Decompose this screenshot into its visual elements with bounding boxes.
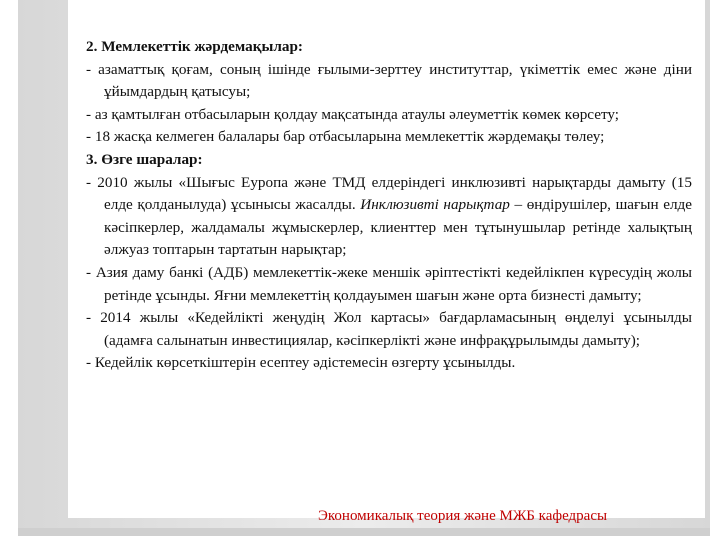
list-item: - Азия даму банкі (АДБ) мемлекеттік-жеке меншік әріптестікті кедейлікпен күресудің жолы ретінде ұсынды. Яғни мемлекеттің қолдауымен шағын және орта бизнесті дамыту; [86,263,692,304]
list-item-text: – өндірушілер, шағын елде кәсіпкерлер, жалдамалы жұмыскерлер, клиенттер мен тұтынушылар ретінде халықтың әлжуаз топтарын тартатын нарықтар; [104,196,692,259]
list-item: - аз қамтылған отбасыларын қолдау мақсатында атаулы әлеуметтік көмек көрсету; [86,105,620,123]
list-item: - 2014 жылы «Кедейлікті жеңудің Жол картасы» бағдарламасының өңделуі ұсынылды (адамға салынатын инвестициялар, кәсіпкерлікті және инфрақұрылымды дамыту); [86,309,692,349]
list-item-text: - 2010 жылы «Шығыс Еуропа және ТМД елдеріндегі инклюзивті нарықтарды дамыту (15 елде қолданылуда) ұсынысы жасалды. [86,173,692,214]
inclusive-markets-term: Инклюзивті нарықтар [360,196,510,214]
heading-other-measures: 3. Өзге шаралар: [86,150,203,168]
bottom-bar [18,528,710,536]
footer-department: Экономикалық теория және МЖБ кафедрасы [318,508,608,524]
list-item: - Кедейлік көрсеткіштерін есептеу әдістемесін өзгерту ұсынылды. [86,354,516,372]
heading-state-benefits: 2. Мемлекеттік жәрдемақылар: [86,38,303,55]
list-item-inclusive-markets [86,172,692,262]
list-item: - 18 жасқа келмеген балалары бар отбасыларына мемлекеттік жәрдемақы төлеу; [86,128,605,146]
slide-body [86,36,692,375]
list-item: - азаматтық қоғам, соның ішінде ғылыми-зерттеу институттар, үкіметтік емес және діни ұйымдардың қатысуы; [86,60,692,101]
